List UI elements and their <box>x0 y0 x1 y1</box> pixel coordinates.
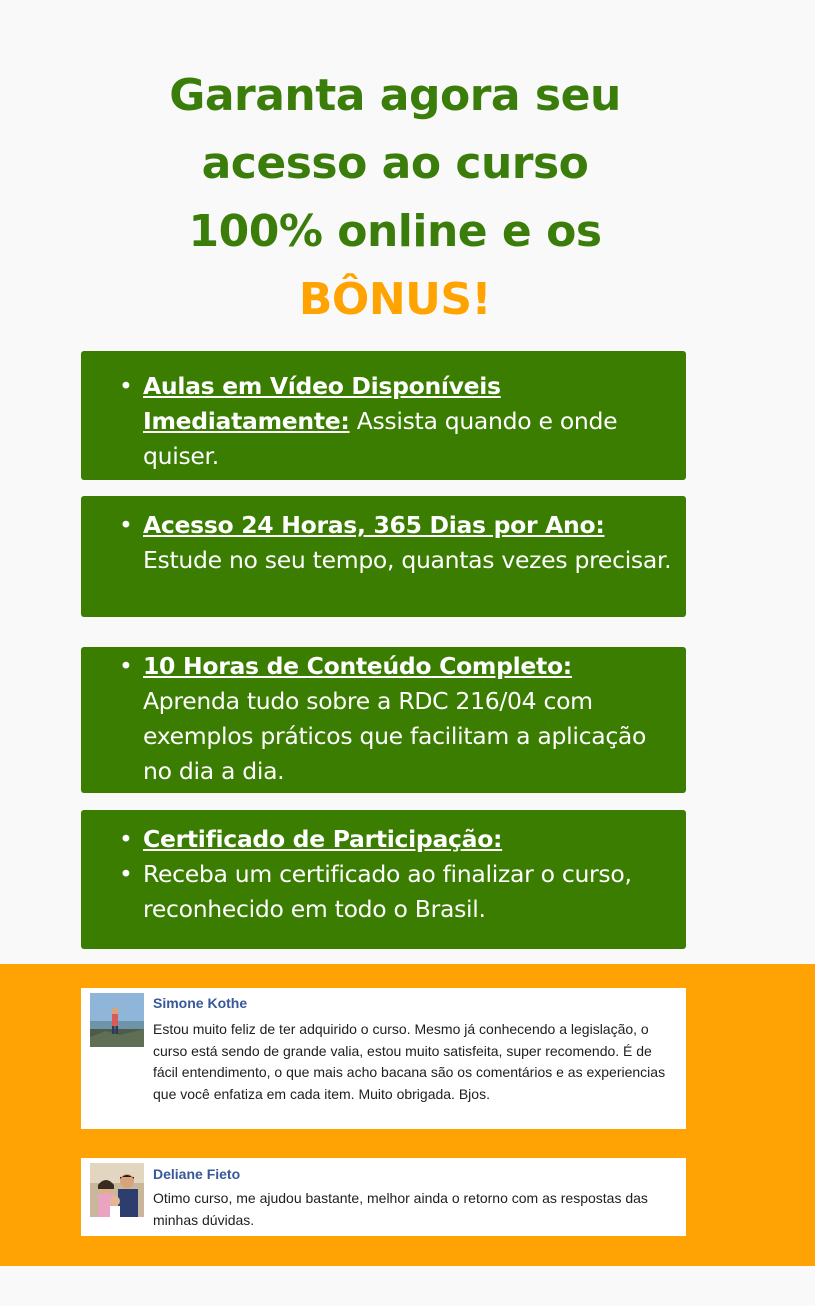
testimonial-author: Deliane Fieto <box>153 1166 241 1182</box>
headline-line-2: acesso ao curso <box>201 138 589 189</box>
benefit-item <box>143 857 686 927</box>
benefit-title: 10 Horas de Conteúdo Completo: <box>143 652 572 680</box>
benefit-item <box>143 649 686 789</box>
headline-line-3: 100% online e os <box>188 206 602 257</box>
testimonials-section <box>0 964 815 1266</box>
benefit-text: Estude no seu tempo, quantas vezes precisar. <box>143 546 672 574</box>
benefit-card-access <box>81 496 686 617</box>
headline-bonus: BÔNUS! <box>298 274 492 325</box>
benefit-text: Receba um certificado ao finalizar o curso, reconhecido em todo o Brasil. <box>143 860 632 923</box>
testimonial-post <box>81 1158 686 1236</box>
testimonial-post <box>81 988 686 1129</box>
benefit-item <box>143 508 686 578</box>
avatar <box>90 993 144 1047</box>
avatar-photo-icon <box>90 993 144 1047</box>
benefit-list <box>81 369 686 474</box>
benefit-title: Aulas em Vídeo Disponíveis Imediatamente: <box>143 372 501 435</box>
headline-line-1: Garanta agora seu <box>169 70 621 121</box>
benefit-list <box>81 649 686 789</box>
benefit-title: Acesso 24 Horas, 365 Dias por Ano: <box>143 511 605 539</box>
benefit-card-content <box>81 647 686 793</box>
benefit-text: Aprenda tudo sobre a RDC 216/04 com exemplos práticos que facilitam a aplicação no dia a dia. <box>143 687 647 785</box>
headline <box>95 62 695 334</box>
benefit-card-certificate <box>81 810 686 949</box>
benefit-list <box>81 508 686 578</box>
testimonial-text: Otimo curso, me ajudou bastante, melhor ainda o retorno com as respostas das minhas dúvidas. <box>153 1190 648 1228</box>
testimonial-author: Simone Kothe <box>153 995 248 1011</box>
benefit-text: Assista quando e onde quiser. <box>143 407 618 470</box>
benefit-item <box>143 822 686 857</box>
testimonial-text: Estou muito feliz de ter adquirido o curso. Mesmo já conhecendo a legislação, o curso está sendo de grande valia, estou muito satisfeita, super recomendo. É de fácil entendimento, o que mais acho bacana são os comentários e as experiencias que você enfatiza em cada item. Muito obrigada. Bjos. <box>153 1021 666 1102</box>
benefit-list <box>81 822 686 927</box>
benefit-title: Certificado de Participação: <box>143 825 503 853</box>
avatar-photo-icon <box>90 1163 144 1217</box>
benefit-item <box>143 369 686 474</box>
avatar <box>90 1163 144 1217</box>
benefit-card-video <box>81 351 686 480</box>
